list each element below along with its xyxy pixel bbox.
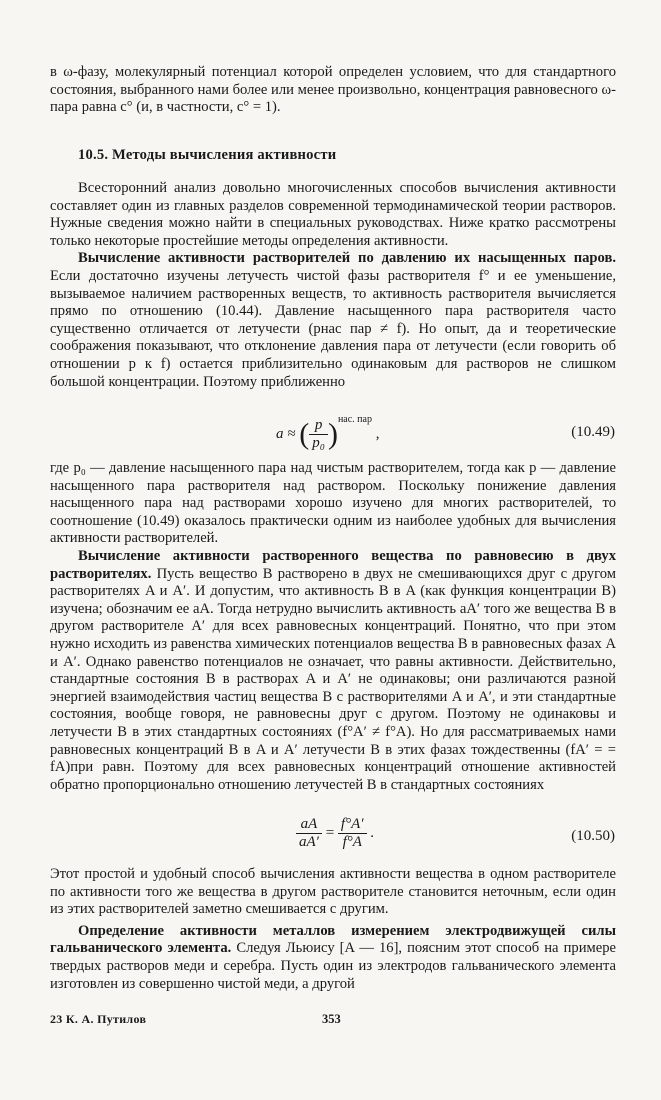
eq1-den: p₀ [312,435,325,452]
printer-signature: 23 К. А. Путилов [50,1012,147,1026]
subsection-title-emf: Определение активности металлов измерением электродвижущей силы гальванического элемента. [50,922,616,957]
eq2-rden: f°A [342,834,362,850]
body-block-3 [50,866,616,993]
eq1-lhs: a ≈ [276,426,296,442]
subsection-title-solute: Вычисление активности растворенного вещества по равновесию в двух растворителях. [50,547,616,582]
eq1-tail: , [375,426,380,442]
paragraph-overview: Всесторонний анализ довольно многочисленных способов вычисления активности составляет один из главных разделов современной термодинамической теории растворов. Нужные сведения можно найти в специальных руководствах. Ниже кратко рассмотрены только некоторые простейшие методы определения активности. [50,180,616,249]
equation-number-10-50: (10.50) [571,828,615,844]
paragraph-solute-activity [50,548,616,794]
equation-10-50 [296,816,374,851]
eq2-equals: = [325,824,335,841]
body-block-2 [50,460,616,794]
equation-10-49: a ≈ ( $\frac{p}{\text{p₀}}$ )$^{нас. пар}$ , [276,414,380,452]
eq1-fraction [309,417,328,452]
equation-number-10-49: (10.49) [571,424,615,440]
paragraph-p0-definition: где p₀ — давление насыщенного пара над чистым растворителем, тогда как p — давление насыщенного пара растворителя над раствором. Поскольку понижение давления насыщенного пара над растворами хорошо изучено для многих растворителей, то соотношение (10.49) оказалось практически одним из наиболее удобных для вычисления активности растворителей. [50,460,616,547]
eq2-right-fraction [338,816,367,851]
eq2-tail: . [370,824,375,841]
eq1-num: p [309,417,328,435]
page-number: 353 [322,1012,341,1026]
body-block-1 [50,180,616,391]
eq2-rnum: f°A′ [338,816,367,834]
subsection-title-solvent: Вычисление активности растворителей по давлению их насыщенных паров. [78,250,616,267]
eq2-lnum: aA [296,816,322,834]
paragraph-solvent-body: Если достаточно изучены летучесть чистой фазы растворителя f° и ее уменьшение, вызываемое наличием растворенных веществ, то активность растворителя вычисляется прямо по отношению (10.44). Давление насыщенного пара растворителя часто существенно отличается от летучести (pнас пар ≠ f). Но опыт, да и теоретические соображения показывают, что отклонение давления пара от летучести (если говорить об отношении p к f) остается приблизительно одинаковым для растворов не слишком большой концентрации. Поэтому приближенно [50,267,616,390]
eq1-exponent: нас. пар [337,414,372,425]
paragraph-emf-method [50,923,616,993]
section-heading: 10.5. Методы вычисления активности [78,147,337,163]
paragraph-emf-body: Следуя Льюису [A — 16], поясним этот способ на примере твердых растворов меди и серебра. Пусть один из электродов гальванического элемента изготовлен из совершенно чистой меди, а другой [50,940,616,992]
paragraph-method-limitation: Этот простой и удобный способ вычисления активности вещества в одном растворителе по активности того же вещества в другом растворителе становится неточным, если один из этих растворителей заметно смешивается с другим. [50,866,616,918]
intro-text: в ω-фазу, молекулярный потенциал которой определен условием, что для стандартного состояния, выбранного нами более или менее произвольно, концентрация равновесного ω-пара равна c° (и, в частности, c° = 1). [50,64,616,116]
intro-paragraph [50,64,616,117]
eq2-lden: aA′ [299,834,319,850]
eq2-left-fraction [296,816,322,851]
paragraph-solvent-activity [50,250,616,391]
paragraph-solute-body: Пусть вещество B растворено в двух не смешивающихся друг с другом растворителях A и A′. И допустим, что активность B в A (как функция концентрации B) изучена; обозначим ее aA. Тогда нетрудно вычислить активность aA′ того же вещества B в другом растворителе A′ для всех равновесных концентраций. Понятно, что при этом нужно исходить из равенства химических потенциалов вещества B в равновесных фазах A и A′. Однако равенство потенциалов не означает, что равны активности. Действительно, стандартные состояния B в растворах A и A′ не одинаковы; они различаются разной энергией взаимодействия частиц вещества B с растворителями A и A′, и эти стандартные состояния, вообще говоря, не равновесны друг с другом. Поэтому не одинаковы и летучести B в этих стандартных состояниях (f°A′ ≠ f°A). Но для рассматриваемых нами равновесных концентраций B в A и A′ летучести B в этих фазах тождественны (fA′ = = fA)при равн. Поэтому для всех равновесных концентраций отношение активностей обратно пропорционально отношению летучестей B в стандартных состояниях [50,565,616,793]
